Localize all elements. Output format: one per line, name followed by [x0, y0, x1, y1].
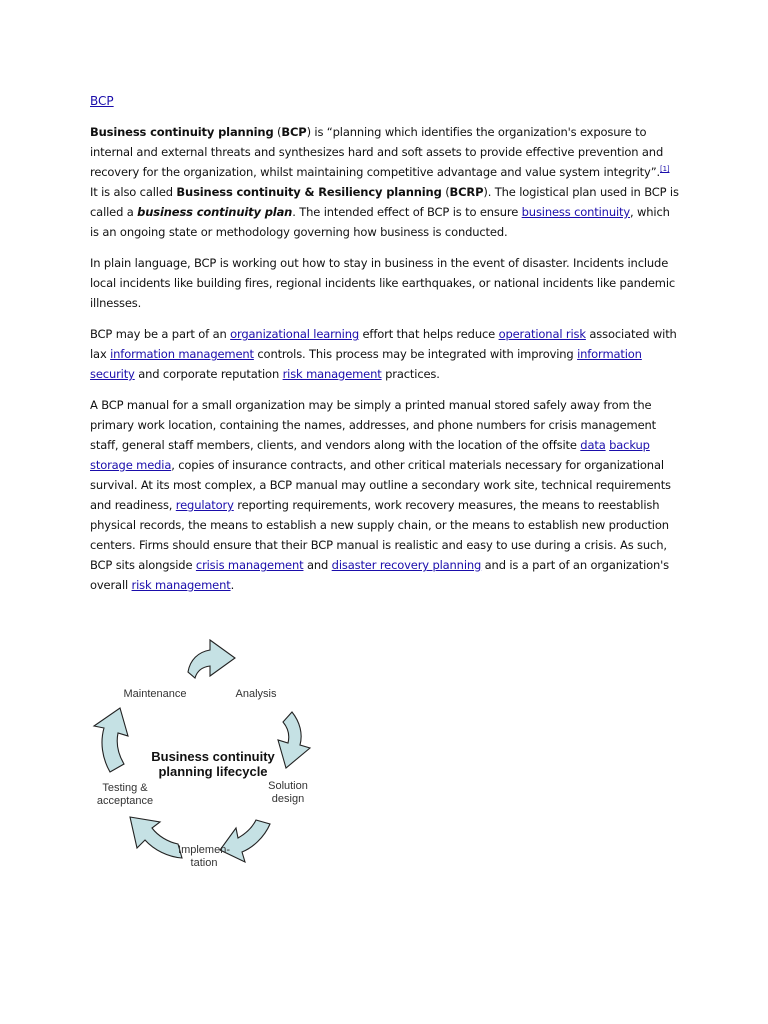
abbr-bcp: BCP — [281, 125, 307, 139]
heading — [90, 92, 680, 110]
link-information-management[interactable]: information management — [110, 347, 254, 361]
label-implementation — [174, 844, 234, 870]
italic-term: business continuity plan — [137, 205, 293, 219]
text: BCP may be a part of an — [90, 327, 231, 341]
text: associated with lax — [90, 327, 677, 361]
text: A BCP manual for a small organization may be simply a printed manual stored safely away from the primary work location, containing the names, addresses, and phone numbers for crisis management staff, general staff members, clients, and vendors along with the location of the offsite — [90, 398, 657, 452]
link-regulatory[interactable]: regulatory — [175, 498, 234, 512]
label-testing-line2: acceptance — [96, 795, 154, 807]
link-operational-risk[interactable]: operational risk — [498, 327, 586, 341]
paragraph-3 — [90, 324, 680, 384]
term-bcp: Business continuity planning — [90, 125, 274, 139]
text: and — [303, 558, 332, 572]
link-disaster-recovery-planning[interactable]: disaster recovery planning — [331, 558, 482, 572]
diagram-title — [138, 749, 288, 779]
label-solution-design — [258, 780, 318, 806]
label-maintenance: Maintenance — [123, 688, 187, 700]
link-risk-management-2[interactable]: risk management — [131, 578, 231, 592]
lifecycle-arrows — [80, 612, 340, 882]
text: ( — [441, 185, 450, 199]
reference-link[interactable]: [1] — [660, 165, 670, 174]
article — [90, 92, 680, 606]
arrow-maintenance-to-analysis — [188, 640, 235, 678]
link-organizational-learning[interactable]: organizational learning — [230, 327, 359, 341]
link-crisis-management[interactable]: crisis management — [195, 558, 304, 572]
label-implementation-line1: Implemen- — [178, 844, 230, 856]
paragraph-2: In plain language, BCP is working out how to stay in business in the event of disaster. Incidents include local incidents like building fires, regional incidents like earthquakes, or national incidents like pandemic illnesses. — [90, 256, 676, 310]
label-testing-line1: Testing & — [102, 782, 148, 794]
link-risk-management[interactable]: risk management — [282, 367, 382, 381]
text: and corporate reputation — [134, 367, 283, 381]
link-data[interactable]: data — [580, 438, 606, 452]
label-solution-line2: design — [271, 793, 305, 805]
text: reporting requirements, work recovery measures, the means to reestablish physical records, the means to establish a new supply chain, or the means to establish new production centers. Firms should ensure that their BCP manual is realistic and easy to use during a crisis. As such, BCP sits alongside — [90, 498, 669, 572]
text: ( — [273, 125, 282, 139]
label-solution-line1: Solution — [268, 780, 308, 792]
text: , copies of insurance contracts, and other critical materials necessary for organizational survival. At its most complex, a BCP manual may outline a secondary work site, technical requirements and readiness, — [90, 458, 671, 512]
text: . The intended effect of BCP is to ensure — [292, 205, 522, 219]
link-information-security[interactable]: information security — [90, 347, 642, 381]
text: . — [230, 578, 235, 592]
bcp-lifecycle-diagram — [80, 612, 340, 882]
link-backup-storage-media[interactable]: backup storage media — [90, 438, 650, 472]
text: effort that helps reduce — [359, 327, 499, 341]
text: ). The logistical plan used in BCP is called a — [90, 185, 679, 219]
text: It is also called — [90, 185, 177, 199]
link-business-continuity[interactable]: business continuity — [521, 205, 631, 219]
term-bcrp: Business continuity & Resiliency planning — [176, 185, 442, 199]
text: , which is an ongoing state or methodology governing how business is conducted. — [90, 205, 670, 239]
label-testing-acceptance — [88, 782, 162, 808]
label-implementation-line2: tation — [190, 857, 218, 869]
text: and is a part of an organization's overall — [90, 558, 670, 592]
label-analysis: Analysis — [235, 688, 277, 700]
paragraph-4 — [90, 395, 680, 595]
text: ) is “planning which identifies the organization's exposure to internal and external threats and synthesizes hard and soft assets to provide effective prevention and recovery for the organization, whilst maintaining competitive advantage and value system integrity”. — [90, 125, 664, 179]
text: controls. This process may be integrated with improving — [253, 347, 578, 361]
heading-link-bcp[interactable]: BCP — [90, 94, 114, 108]
diagram-title-line2: planning lifecycle — [158, 764, 268, 779]
paragraph-1 — [90, 122, 680, 242]
abbr-bcrp: BCRP — [449, 185, 484, 199]
diagram-title-line1: Business continuity — [151, 749, 275, 764]
text: practices. — [381, 367, 440, 381]
arrow-testing-to-maintenance — [94, 708, 128, 772]
